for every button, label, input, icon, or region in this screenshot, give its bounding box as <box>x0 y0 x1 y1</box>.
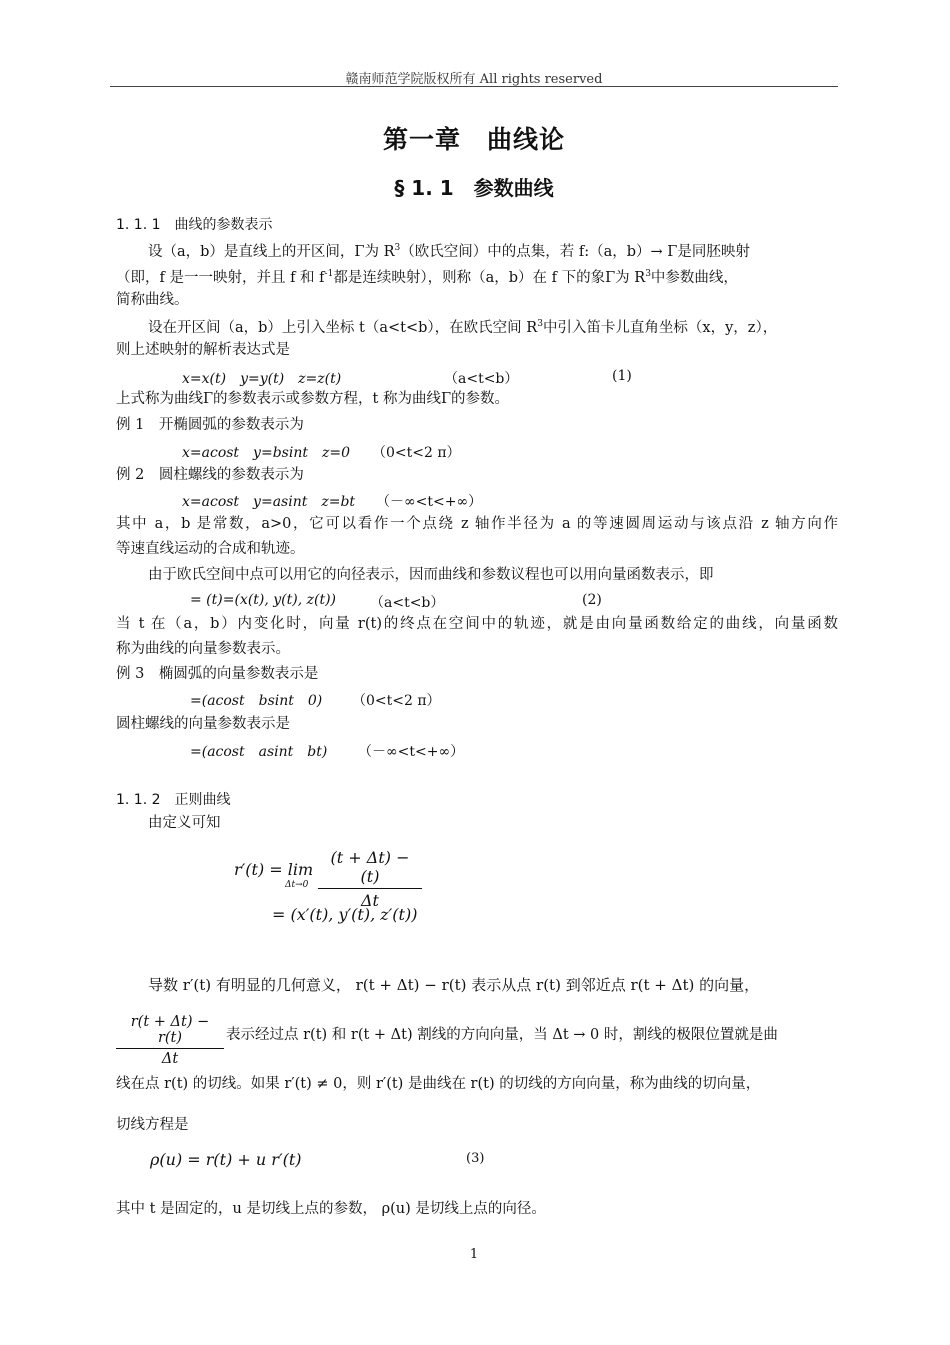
page-number: 1 <box>469 1247 479 1262</box>
superscript: 3 <box>537 319 543 329</box>
paragraph-7: 圆柱螺线的向量参数表示是 <box>116 716 290 732</box>
paragraph-10: 其中 t 是固定的，u 是切线上点的参数， ρ(u) 是切线上点的向径。 <box>116 1201 546 1217</box>
header-rule <box>110 86 838 87</box>
example-4-equation: =(acost asint bt) <box>190 744 328 760</box>
fraction-denominator: Δt <box>161 1051 179 1067</box>
equation-2: = (t)=(x(t), y(t), z(t)) <box>190 592 337 608</box>
example-2-equation: x=acost y=asint z=bt <box>182 494 356 510</box>
equation-1-number: (1) <box>612 368 632 384</box>
example-1-equation: x=acost y=bsint z=0 <box>182 445 350 461</box>
paragraph-2-line-1 <box>148 314 838 338</box>
paragraph-5-line-1: 由于欧氏空间中点可以用它的向径表示，因而曲线和参数议程也可以用向量函数表示，即 <box>148 567 714 583</box>
paragraph-1-line-2 <box>116 264 838 288</box>
paragraph-6-line-2: 称为曲线的向量参数表示。 <box>116 641 290 657</box>
fraction-numerator: r(t + Δt) − r(t) <box>130 1014 210 1046</box>
example-3-equation: =(acost bsint 0) <box>190 693 323 709</box>
fraction-denominator: Δt <box>361 891 379 910</box>
equation-2-range: （a<t<b） <box>370 595 445 611</box>
example-3-range: （0<t<2 π） <box>352 693 441 709</box>
paragraph-1-line-1 <box>148 238 838 262</box>
derivative-line-2: = (x′(t), y′(t), z′(t)) <box>272 905 418 924</box>
equation-2-number: (2) <box>582 592 602 608</box>
text-span: 设（a，b）是直线上的开区间，Γ为 R <box>148 244 395 260</box>
chapter-title: 第一章 曲线论 <box>382 125 565 154</box>
derivative-limit-sub: Δt→0 <box>285 880 309 890</box>
derivative-lhs: r′(t) = lim <box>234 860 314 879</box>
paragraph-4-line-2: 等速直线运动的合成和轨迹。 <box>116 541 305 557</box>
example-3-title: 例 3 椭圆弧的向量参数表示是 <box>116 666 319 682</box>
subsection-title-2: 1. 1. 2 正则曲线 <box>116 792 231 808</box>
paragraph-2-line-2: 则上述映射的解析表达式是 <box>116 342 290 358</box>
paragraph-4-line-1: 其中 a，b 是常数，a>0，它可以看作一个点绕 z 轴作半径为 a 的等速圆周运动与该点沿 z 轴方向作 <box>116 516 838 532</box>
section-title: § 1. 1 参数曲线 <box>394 176 554 200</box>
equation-1-range: （a<t<b） <box>444 371 519 387</box>
text-span: 中引入笛卡儿直角坐标（x，y，z）， <box>542 320 778 336</box>
text-span: 设在开区间（a，b）上引入坐标 t（a<t<b），在欧氏空间 R <box>148 320 538 336</box>
example-1-range: （0<t<2 π） <box>372 445 461 461</box>
example-2-title: 例 2 圆柱螺线的参数表示为 <box>116 467 304 483</box>
paragraph-9-line-3: 线在点 r(t) 的切线。如果 r′(t) ≠ 0，则 r′(t) 是曲线在 r(t) 的切线的方向向量，称为曲线的切向量， <box>116 1076 761 1092</box>
equation-3-number: (3) <box>466 1151 485 1166</box>
paragraph-1-line-3: 简称曲线。 <box>116 292 189 308</box>
text-span: 中参数曲线， <box>650 270 738 286</box>
running-header: 赣南师范学院版权所有 All rights reserved <box>345 72 603 87</box>
derivative-fraction <box>318 848 422 910</box>
text-span: （欧氏空间）中的点集，若 f:（a，b）→ Γ是同胚映射 <box>400 244 750 260</box>
superscript: 3 <box>394 243 401 253</box>
paragraph-9-line-1: 导数 r′(t) 有明显的几何意义， r(t + Δt) − r(t) 表示从点 r(t) 到邻近点 r(t + Δt) 的向量， <box>148 976 760 994</box>
example-1-title: 例 1 开椭圆弧的参数表示为 <box>116 417 304 433</box>
example-4-range: （－∞<t<+∞） <box>358 744 465 760</box>
subsection-title-1: 1. 1. 1 曲线的参数表示 <box>116 217 273 233</box>
paragraph-9-line-2: 表示经过点 r(t) 和 r(t + Δt) 割线的方向向量，当 Δt → 0 时，割线的极限位置就是曲 <box>226 1027 778 1043</box>
fraction-numerator: (t + Δt) − (t) <box>330 848 410 886</box>
equation-3: ρ(u) = r(t) + u r′(t) <box>150 1150 302 1169</box>
superscript: -1 <box>324 269 334 279</box>
paragraph-6-line-1: 当 t 在（a，b）内变化时，向量 r(t)的终点在空间中的轨迹，就是由向量函数给定的曲线，向量函数 <box>116 616 838 632</box>
secant-fraction <box>116 1014 224 1067</box>
paragraph-8: 由定义可知 <box>148 815 221 831</box>
paragraph-3: 上式称为曲线Γ的参数表示或参数方程，t 称为曲线Γ的参数。 <box>116 391 510 407</box>
paragraph-9-line-4: 切线方程是 <box>116 1117 189 1133</box>
example-2-range: （－∞<t<+∞） <box>376 494 483 510</box>
equation-1: x=x(t) y=y(t) z=z(t) <box>182 371 342 387</box>
superscript: 3 <box>645 269 651 279</box>
text-span: （即，f 是一一映射，并且 f 和 f <box>116 270 325 286</box>
text-span: 都是连续映射），则称（a，b）在 f 下的象Γ为 R <box>333 270 646 286</box>
